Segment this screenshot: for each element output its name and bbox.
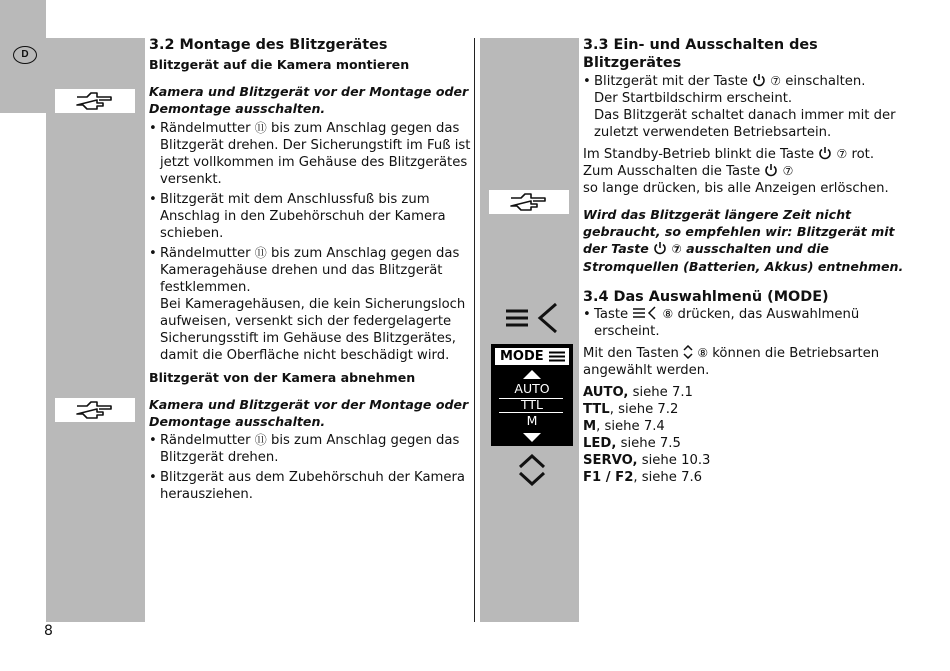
note-text-power: Wird das Blitzgerät längere Zeit nicht gebraucht, so empfehlen wir: Blitzgerät mit der Taste ⑦ ausschalten und die Stromquellen (Batterien, Akkus) entnehmen.	[583, 207, 904, 274]
up-arrow-icon	[523, 370, 541, 379]
note-box-power	[489, 190, 569, 214]
language-tab	[0, 0, 46, 113]
pointing-hand-icon	[75, 91, 115, 111]
up-down-icon	[683, 345, 693, 359]
list-item: • Rändelmutter ⑪ bis zum Anschlag gegen das Blitzgerät drehen.	[149, 432, 471, 466]
callout-8: ⑧	[662, 307, 674, 321]
note-text-mount: Kamera und Blitzgerät vor der Montage oder Demontage ausschalten.	[149, 84, 469, 116]
down-arrow-icon	[523, 433, 541, 442]
up-down-key-icon	[518, 454, 546, 486]
pointing-hand-icon	[509, 192, 549, 212]
power-icon	[653, 241, 667, 255]
callout-7: ⑦	[770, 74, 782, 88]
list-item: • Rändelmutter ⑪ bis zum Anschlag gegen das Kameragehäuse drehen und das Blitzgerät festklemmen. Bei Kameragehäusen, die kein Sicherungsloch aufweisen, versenkt sich der federgelagerte Sicherungsstift im Gehäuse des Blitzgerätes, damit die Oberfläche nicht beschädigt wird.	[149, 245, 471, 364]
mode-option-selected: TTL	[520, 397, 543, 412]
mode-list-item: SERVO, siehe 10.3	[583, 453, 711, 468]
mode-list-item: TTL, siehe 7.2	[583, 402, 679, 417]
list-item: • Taste ⑧ drücken, das Auswahlmenü erscheint.	[583, 306, 905, 340]
list-item: • Rändelmutter ⑪ bis zum Anschlag gegen das Blitzgerät drehen. Der Sicherungstift im Fuß ist jetzt vollkommen im Gehäuse des Blitzgerätes versenkt.	[149, 120, 471, 188]
callout-7: ⑦	[836, 147, 848, 161]
list-item: • Blitzgerät mit dem Anschlussfuß bis zum Anschlag in den Zubehörschuh der Kamera schieben.	[149, 191, 471, 242]
mode-option: AUTO	[514, 381, 550, 396]
callout-11: ⑪	[254, 121, 267, 135]
menu-icon	[549, 351, 565, 362]
note-text-remove: Kamera und Blitzgerät vor der Montage oder Demontage ausschalten.	[149, 397, 469, 429]
left-margin-column	[46, 38, 145, 622]
mode-list-item: F1 / F2, siehe 7.6	[583, 470, 703, 485]
menu-back-icon	[632, 306, 658, 320]
column-divider	[474, 38, 475, 622]
mode-list-item: AUTO, siehe 7.1	[583, 385, 693, 400]
note-box-remove	[55, 398, 135, 422]
callout-7: ⑦	[782, 164, 794, 178]
mode-display-header	[495, 348, 569, 365]
standby-text: Im Standby-Betrieb blinkt die Taste ⑦ rot. Zum Ausschalten die Taste ⑦ so lange drücken, bis alle Anzeigen erlöschen.	[583, 147, 889, 196]
language-badge: D	[13, 46, 37, 64]
power-icon	[752, 73, 766, 87]
mode-display-title: MODE	[500, 349, 544, 364]
pointing-hand-icon	[75, 400, 115, 420]
list-item: • Blitzgerät mit der Taste ⑦ einschalten. Der Startbildschirm erscheint. Das Blitzgerät schaltet danach immer mit der zuletzt verwendeten Betriebsartein.	[583, 73, 905, 141]
mode-list-item: M, siehe 7.4	[583, 419, 665, 434]
right-column	[583, 36, 905, 486]
page-number: 8	[44, 623, 53, 639]
power-icon	[818, 146, 832, 160]
callout-11: ⑪	[254, 433, 267, 447]
section-heading-mounting: 3.2 Montage des Blitzgerätes	[149, 37, 388, 53]
callout-8: ⑧	[697, 346, 709, 360]
mode-select-text: Mit den Tasten ⑧ können die Betriebsarten angewählt werden.	[583, 346, 880, 378]
section-heading-power: 3.3 Ein- und Ausschalten des Blitzgerätes	[583, 37, 818, 71]
menu-back-key-icon	[504, 302, 560, 334]
note-box-mount	[55, 89, 135, 113]
section-heading-mode: 3.4 Das Auswahlmenü (MODE)	[583, 289, 829, 305]
list-item: • Blitzgerät aus dem Zubehörschuh der Kamera herausziehen.	[149, 469, 471, 503]
left-column	[149, 36, 471, 503]
mode-option: M	[526, 413, 538, 428]
mode-display	[491, 344, 573, 446]
subheading-mount: Blitzgerät auf die Kamera montieren	[149, 57, 410, 72]
mode-list	[583, 384, 905, 486]
callout-11: ⑪	[254, 246, 267, 260]
callout-7: ⑦	[671, 242, 682, 256]
subheading-remove: Blitzgerät von der Kamera abnehmen	[149, 370, 416, 385]
power-icon	[764, 163, 778, 177]
mode-list-item: LED, siehe 7.5	[583, 436, 681, 451]
